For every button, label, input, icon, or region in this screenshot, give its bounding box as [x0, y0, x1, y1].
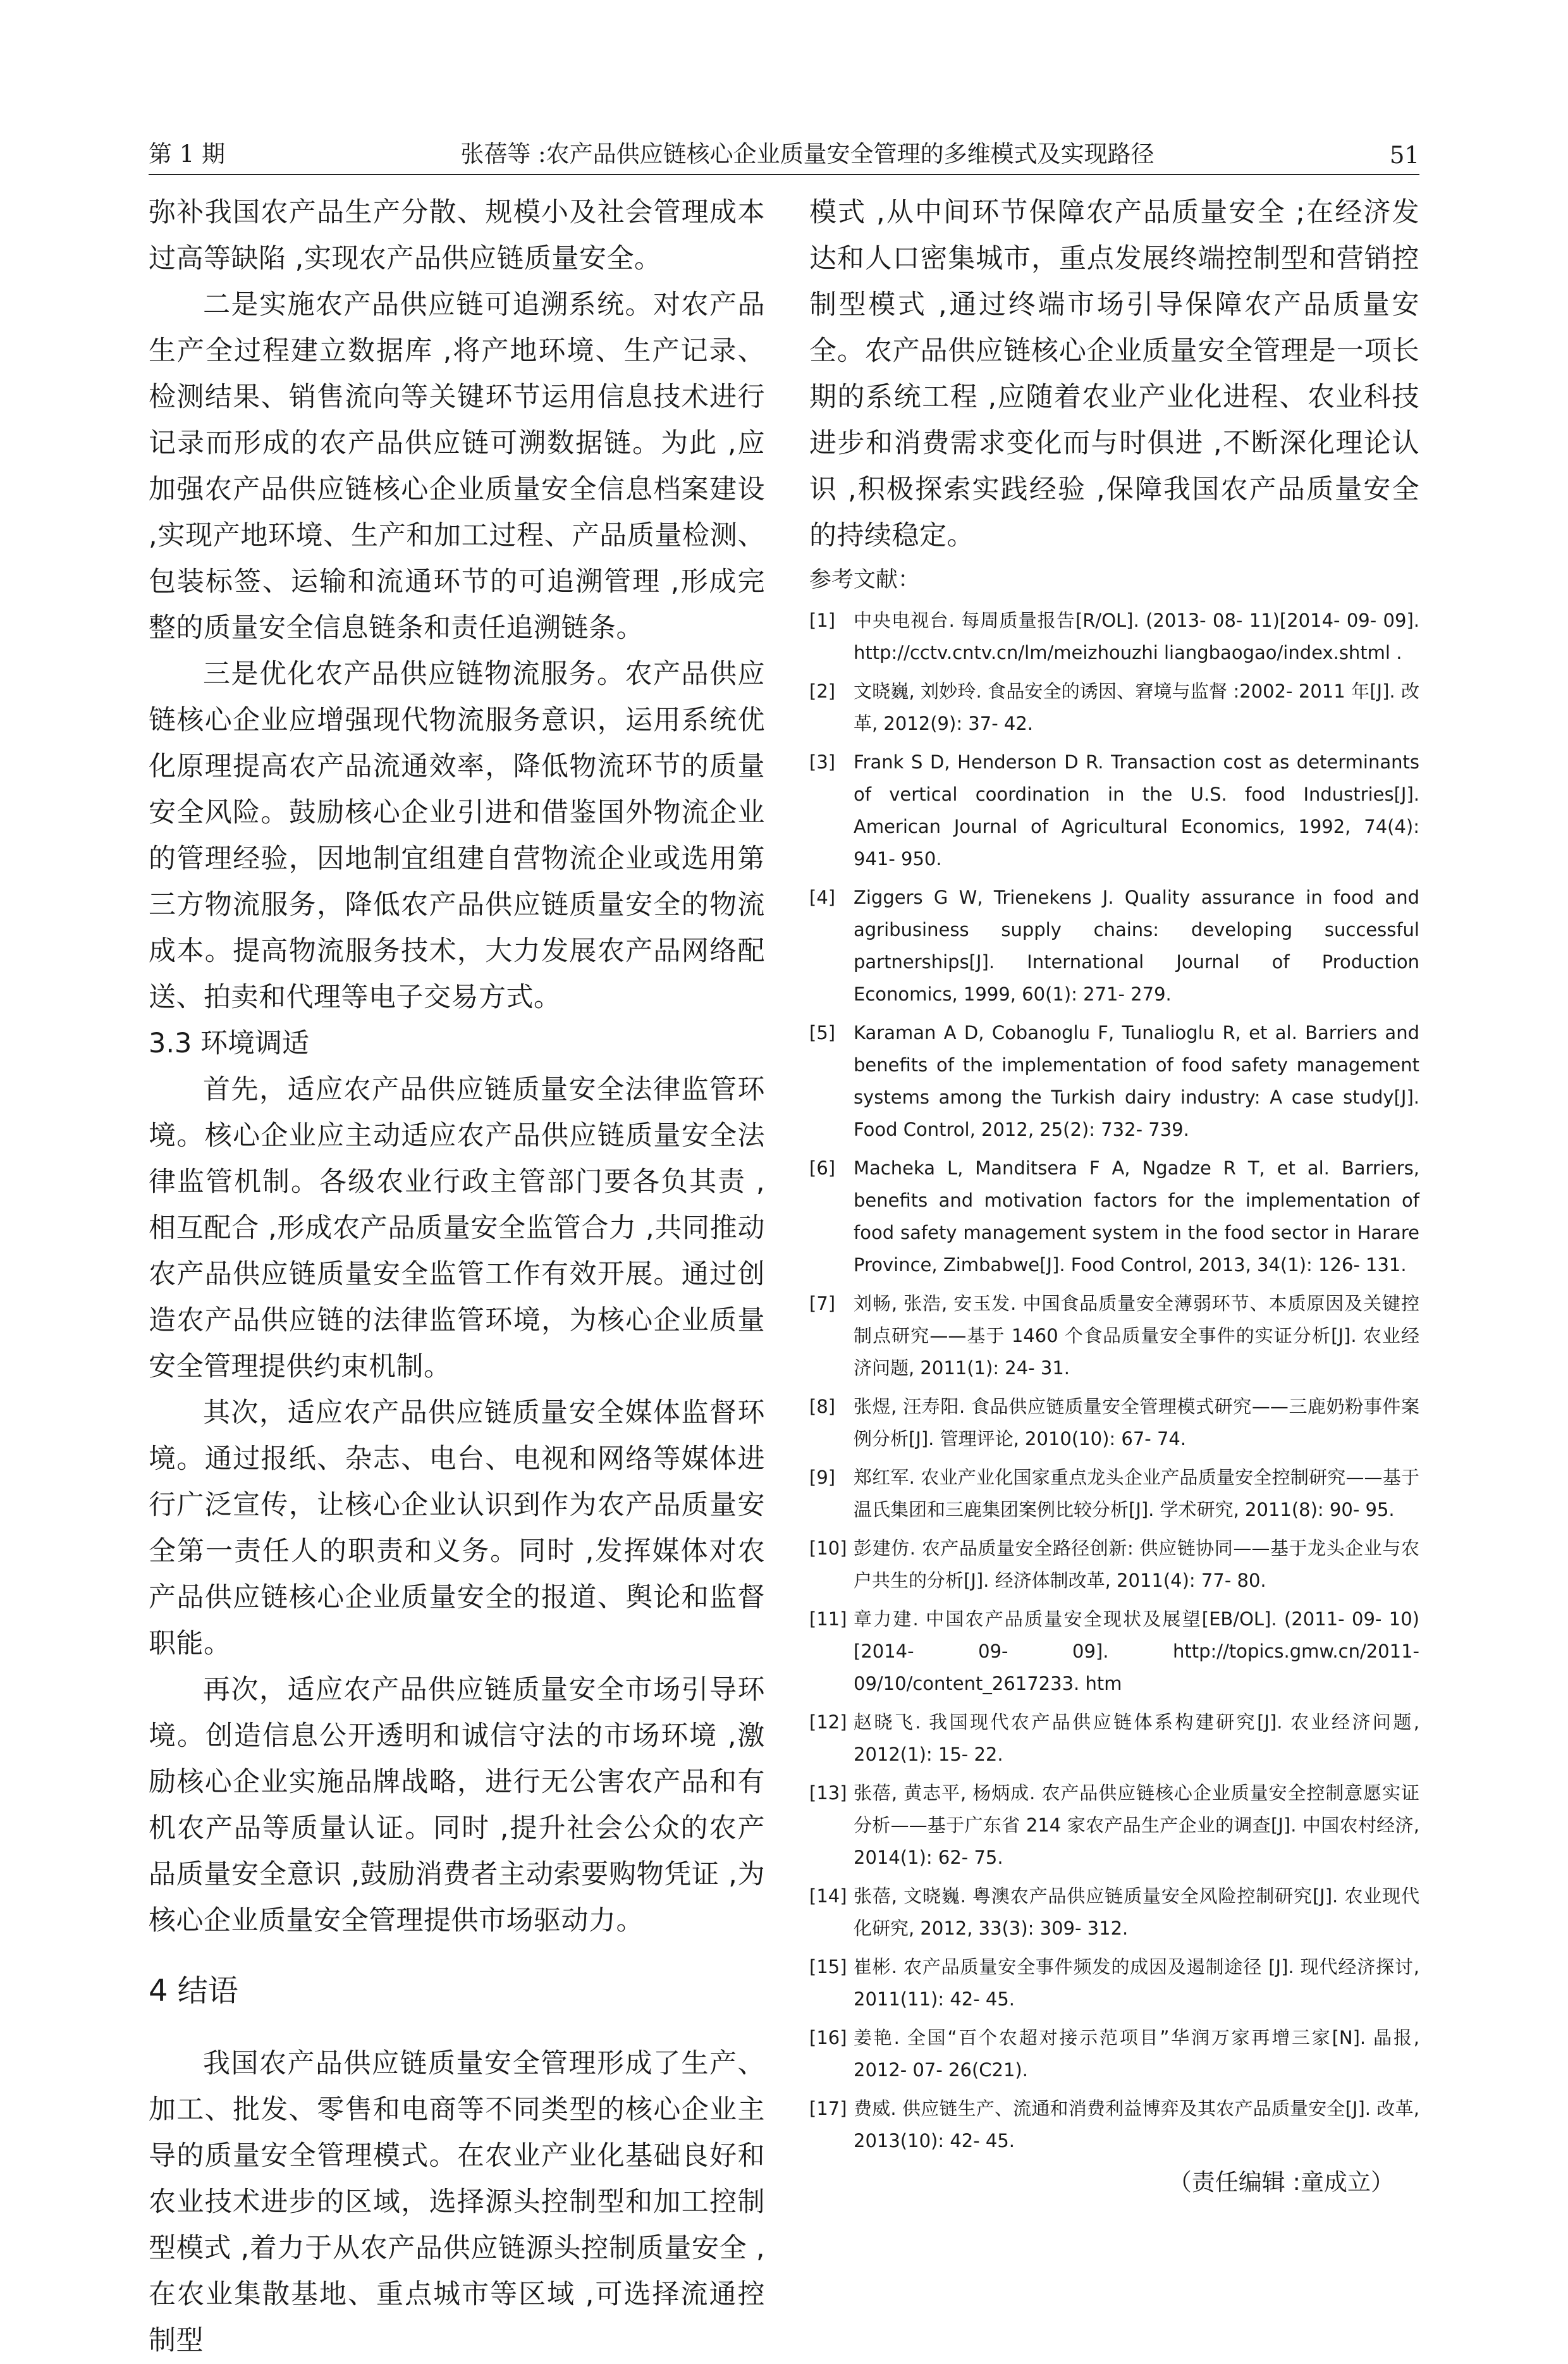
reference-number: [16]	[809, 2027, 847, 2048]
reference-item	[809, 1603, 1419, 1700]
reference-text: 彭建仿. 农产品质量安全路径创新: 供应链协同——基于龙头企业与农户共生的分析[J]. 经济体制改革, 2011(4): 77- 80.	[854, 1537, 1419, 1591]
paragraph: 模式 ,从中间环节保障农产品质量安全 ;在经济发达和人口密集城市，重点发展终端控制型和营销控制型模式 ,通过终端市场引导保障农产品质量安全。农产品供应链核心企业质量安全管理是一项长期的系统工程 ,应随着农业产业化进程、农业科技进步和消费需求变化而与时俱进 ,不断深化理论认识 ,积极探索实践经验 ,保障我国农产品质量安全的持续稳定。	[809, 197, 1419, 551]
references-heading: 参考文献：	[809, 567, 921, 593]
reference-list	[809, 605, 1419, 2157]
reference-item	[809, 1951, 1419, 2016]
reference-number: [8]	[809, 1396, 836, 1417]
reference-item	[809, 1017, 1419, 1146]
reference-number: [17]	[809, 2098, 847, 2119]
reference-text: Ziggers G W, Trienekens J. Quality assurance in food and agribusiness supply chains: developing successful partnerships[J]. International Journal of Production Economics, 1999, 60(1): 271- 279.	[854, 887, 1419, 1005]
reference-text: 章力建. 中国农产品质量安全现状及展望[EB/OL]. (2011- 09- 10)[2014- 09- 09]. http://topics.gmw.cn/2011- 09/10/content_2617233. htm	[854, 1608, 1419, 1694]
reference-number: [14]	[809, 1885, 847, 1907]
reference-item	[809, 1777, 1419, 1874]
reference-number: [10]	[809, 1537, 847, 1559]
reference-number: [9]	[809, 1467, 836, 1488]
reference-text: 姜艳. 全国“百个农超对接示范项目”华润万家再增三家[N]. 晶报, 2012- 07- 26(C21).	[854, 2027, 1419, 2081]
reference-item	[809, 1880, 1419, 1945]
running-title: 张蓓等 :农产品供应链核心企业质量安全管理的多维模式及实现路径	[460, 140, 1155, 168]
reference-text: Macheka L, Manditsera F A, Ngadze R T, et al. Barriers, benefits and motivation factors for the implementation of food safety management system in the food sector in Harare Province, Zimbabwe[J]. Food Control, 2013, 34(1): 126- 131.	[854, 1157, 1419, 1276]
subsection-heading: 3.3 环境调适	[149, 1028, 310, 1059]
reference-number: [13]	[809, 1782, 847, 1804]
reference-text: 郑红军. 农业产业化国家重点龙头企业产品质量安全控制研究——基于温氏集团和三鹿集团案例比较分析[J]. 学术研究, 2011(8): 90- 95.	[854, 1467, 1419, 1520]
reference-text: 中央电视台. 每周质量报告[R/OL]. (2013- 08- 11)[2014- 09- 09]. http://cctv.cntv.cn/lm/meizhouzhi liangbaogao/index.shtml .	[854, 610, 1419, 663]
reference-item	[809, 1706, 1419, 1771]
reference-text: Karaman A D, Cobanoglu F, Tunalioglu R, et al. Barriers and benefits of the implementation of food safety management systems among the Turkish dairy industry: A case study[J]. Food Control, 2012, 25(2): 732- 739.	[854, 1022, 1419, 1140]
reference-number: [6]	[809, 1157, 836, 1179]
reference-number: [7]	[809, 1293, 836, 1314]
paragraph: 其次，适应农产品供应链质量安全媒体监督环境。通过报纸、杂志、电台、电视和网络等媒体进行广泛宣传，让核心企业认识到作为农产品质量安全第一责任人的职责和义务。同时 ,发挥媒体对农产品供应链核心企业质量安全的报道、舆论和监督职能。	[149, 1397, 765, 1659]
issue-label: 第 1 期	[149, 140, 226, 168]
reference-text: 崔彬. 农产品质量安全事件频发的成因及遏制途径 [J]. 现代经济探讨, 2011(11): 42- 45.	[854, 1956, 1419, 2010]
paragraph: 二是实施农产品供应链可追溯系统。对农产品生产全过程建立数据库 ,将产地环境、生产记录、检测结果、销售流向等关键环节运用信息技术进行记录而形成的农产品供应链可溯数据链。为此 ,应加强农产品供应链核心企业质量安全信息档案建设 ,实现产地环境、生产和加工过程、产品质量检测、包装标签、运输和流通环节的可追溯管理 ,形成完整的质量安全信息链条和责任追溯链条。	[149, 289, 765, 644]
reference-text: 费威. 供应链生产、流通和消费利益博弈及其农产品质量安全[J]. 改革, 2013(10): 42- 45.	[854, 2098, 1419, 2152]
reference-number: [2]	[809, 680, 836, 702]
reference-number: [4]	[809, 887, 836, 908]
reference-item	[809, 2093, 1419, 2157]
reference-text: Frank S D, Henderson D R. Transaction cost as determinants of vertical coordination in the U.S. food Industries[J]. American Journal of Agricultural Economics, 1992, 74(4): 941- 950.	[854, 751, 1419, 870]
reference-item	[809, 1152, 1419, 1281]
running-header	[149, 136, 1419, 175]
reference-number: [1]	[809, 610, 836, 631]
reference-number: [12]	[809, 1711, 847, 1733]
reference-number: [11]	[809, 1608, 847, 1630]
reference-item	[809, 675, 1419, 740]
reference-text: 张蓓, 黄志平, 杨炳成. 农产品供应链核心企业质量安全控制意愿实证分析——基于广东省 214 家农产品生产企业的调查[J]. 中国农村经济, 2014(1): 62- 75.	[854, 1782, 1419, 1868]
reference-text: 张煜, 汪寿阳. 食品供应链质量安全管理模式研究——三鹿奶粉事件案例分析[J]. 管理评论, 2010(10): 67- 74.	[854, 1396, 1419, 1450]
reference-item	[809, 746, 1419, 875]
paragraph: 弥补我国农产品生产分散、规模小及社会管理成本过高等缺陷 ,实现农产品供应链质量安全。	[149, 197, 765, 274]
reference-item	[809, 2022, 1419, 2086]
reference-text: 文晓巍, 刘妙玲. 食品安全的诱因、窘境与监督 :2002- 2011 年[J]. 改革, 2012(9): 37- 42.	[854, 680, 1419, 734]
page-number: 51	[1389, 142, 1419, 169]
right-column	[809, 190, 1419, 2201]
paragraph: 首先，适应农产品供应链质量安全法律监管环境。核心企业应主动适应农产品供应链质量安全法律监管机制。各级农业行政主管部门要各负其责 ,相互配合 ,形成农产品质量安全监管合力 ,共同推动农产品供应链质量安全监管工作有效开展。通过创造农产品供应链的法律监管环境，为核心企业质量安全管理提供约束机制。	[149, 1074, 765, 1382]
reference-text: 张蓓, 文晓巍. 粤澳农产品供应链质量安全风险控制研究[J]. 农业现代化研究, 2012, 33(3): 309- 312.	[854, 1885, 1419, 1939]
reference-text: 刘畅, 张浩, 安玉发. 中国食品质量安全薄弱环节、本质原因及关键控制点研究——基于 1460 个食品质量安全事件的实证分析[J]. 农业经济问题, 2011(1): 24- 31.	[854, 1293, 1419, 1379]
left-column	[149, 190, 765, 2364]
editor-note: （责任编辑 :童成立）	[1168, 2169, 1394, 2196]
reference-number: [5]	[809, 1022, 836, 1043]
reference-item	[809, 1288, 1419, 1384]
reference-number: [15]	[809, 1956, 847, 1978]
reference-number: [3]	[809, 751, 836, 773]
section-heading: 4 结语	[149, 1973, 238, 2009]
reference-item	[809, 1532, 1419, 1597]
reference-item	[809, 1462, 1419, 1526]
paragraph: 我国农产品供应链质量安全管理形成了生产、加工、批发、零售和电商等不同类型的核心企业主导的质量安全管理模式。在农业产业化基础良好和农业技术进步的区域，选择源头控制型和加工控制型模式 ,着力于从农产品供应链源头控制质量安全 ,在农业集散基地、重点城市等区域 ,可选择流通控制型	[149, 2048, 765, 2356]
reference-item	[809, 1391, 1419, 1455]
paragraph: 三是优化农产品供应链物流服务。农产品供应链核心企业应增强现代物流服务意识，运用系统优化原理提高农产品流通效率，降低物流环节的质量安全风险。鼓励核心企业引进和借鉴国外物流企业的管理经验，因地制宜组建自营物流企业或选用第三方物流服务，降低农产品供应链质量安全的物流成本。提高物流服务技术，大力发展农产品网络配送、拍卖和代理等电子交易方式。	[149, 658, 765, 1013]
reference-text: 赵晓飞. 我国现代农产品供应链体系构建研究[J]. 农业经济问题, 2012(1): 15- 22.	[854, 1711, 1419, 1765]
paragraph: 再次，适应农产品供应链质量安全市场引导环境。创造信息公开透明和诚信守法的市场环境 ,激励核心企业实施品牌战略，进行无公害农产品和有机农产品等质量认证。同时 ,提升社会公众的农产品质量安全意识 ,鼓励消费者主动索要购物凭证 ,为核心企业质量安全管理提供市场驱动力。	[149, 1674, 765, 1936]
reference-item	[809, 605, 1419, 669]
reference-item	[809, 882, 1419, 1011]
